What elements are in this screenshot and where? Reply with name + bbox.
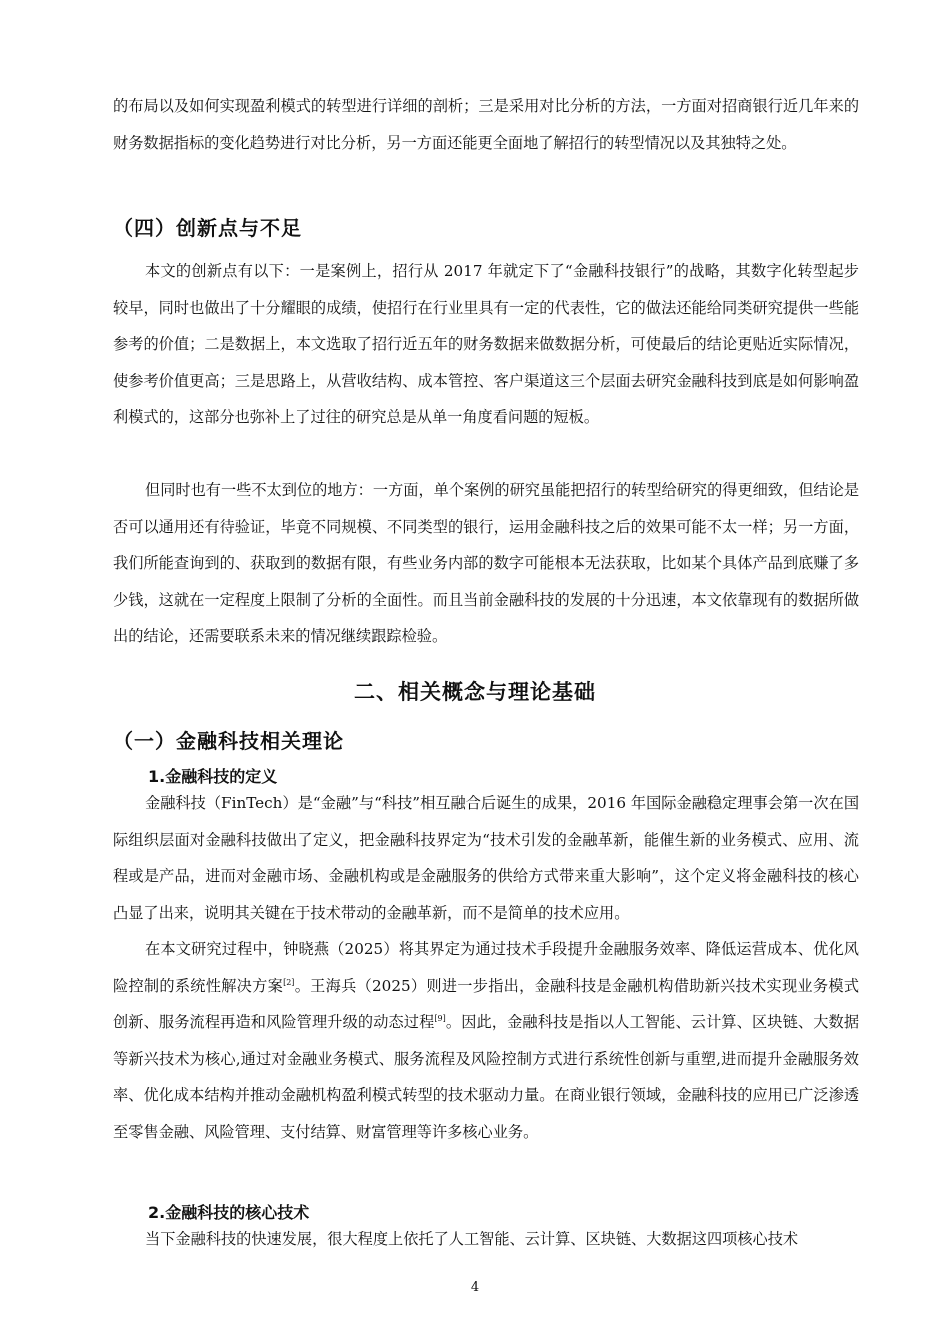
paragraph-limitations: 但同时也有一些不太到位的地方：一方面，单个案例的研究虽能把招行的转型给研究的得更细致，但结论是否可以通用还有待验证，毕竟不同规模、不同类型的银行，运用金融科技之后的效果可能不太一样；另一方面，我们所能查询到的、获取到的数据有限，有些业务内部的数字可能根本无法获取，比如某个具体产品到底赚了多少钱，这就在一定程度上限制了分析的全面性。而且当前金融科技的发展的十分迅速，本文依靠现有的数据所做出的结论，还需要联系未来的情况继续跟踪检验。 <box>113 481 859 645</box>
subsection-heading-definition: 1.金融科技的定义 <box>148 767 278 786</box>
paragraph-fintech-definition: 金融科技（FinTech）是“金融”与“科技”相互融合后诞生的成果，2016 年国际金融稳定理事会第一次在国际组织层面对金融科技做出了定义，把金融科技界定为“技术引发的金融革新，能催生新的业务模式、应用、流程或是产品，进而对金融市场、金融机构或是金融服务的供给方式带来重大影响”，这个定义将金融科技的核心凸显了出来，说明其关键在于技术带动的金融革新，而不是简单的技术应用。 <box>113 794 859 922</box>
page-number: 4 <box>470 1280 480 1295</box>
section-heading-fintech-theory: （一）金融科技相关理论 <box>113 729 344 753</box>
paragraph-methodology-end: 的布局以及如何实现盈利模式的转型进行详细的剖析；三是采用对比分析的方法，一方面对招商银行近几年来的财务数据指标的变化趋势进行对比分析，另一方面还能更全面地了解招行的转型情况以及其独特之处。 <box>113 97 859 152</box>
paragraph-text-part: 。王海兵（2025）则进一步指出，金融科技是金融机构借助新兴技术实现业务模式创新、服务流程再造和风险管理升级的动态过程 <box>113 976 860 1031</box>
section-heading-innovation: （四）创新点与不足 <box>113 216 302 240</box>
subsection-heading-core-tech: 2.金融科技的核心技术 <box>148 1203 310 1222</box>
paragraph-text-part: 在本文研究过程中，钟晓燕（2025）将其界定为通过技术手段提升金融服务效率、降低运营成本、优化风险控制的系统性解决方案 <box>113 940 859 995</box>
paragraph-innovation: 本文的创新点有以下：一是案例上，招行从 2017 年就定下了“金融科技银行”的战略，其数字化转型起步较早，同时也做出了十分耀眼的成绩，使招行在行业里具有一定的代表性，它的做法还能给同类研究提供一些能参考的价值；二是数据上，本文选取了招行近五年的财务数据来做数据分析，可使最后的结论更贴近实际情况，使参考价值更高；三是思路上，从营收结构、成本管控、客户渠道这三个层面去研究金融科技到底是如何影响盈利模式的，这部分也弥补上了过往的研究总是从单一角度看问题的短板。 <box>113 262 859 426</box>
citation-ref: [2] <box>283 977 295 987</box>
paragraph-text-part: 。因此，金融科技是指以人工智能、云计算、区块链、大数据等新兴技术为核心,通过对金融业务模式、服务流程及风险控制方式进行系统性创新与重塑,进而提升金融服务效率、优化成本结构并推动金融机构盈利模式转型的技术驱动力量。在商业银行领域，金融科技的应用已广泛渗透至零售金融、风险管理、支付结算、财富管理等许多核心业务。 <box>113 1013 860 1141</box>
chapter-heading: 二、相关概念与理论基础 <box>354 680 596 704</box>
paragraph-core-tech: 当下金融科技的快速发展，很大程度上依托了人工智能、云计算、区块链、大数据这四项核心技术 <box>145 1230 799 1248</box>
paragraph-research-definitions <box>113 931 859 1150</box>
citation-ref: [9] <box>434 1014 446 1023</box>
